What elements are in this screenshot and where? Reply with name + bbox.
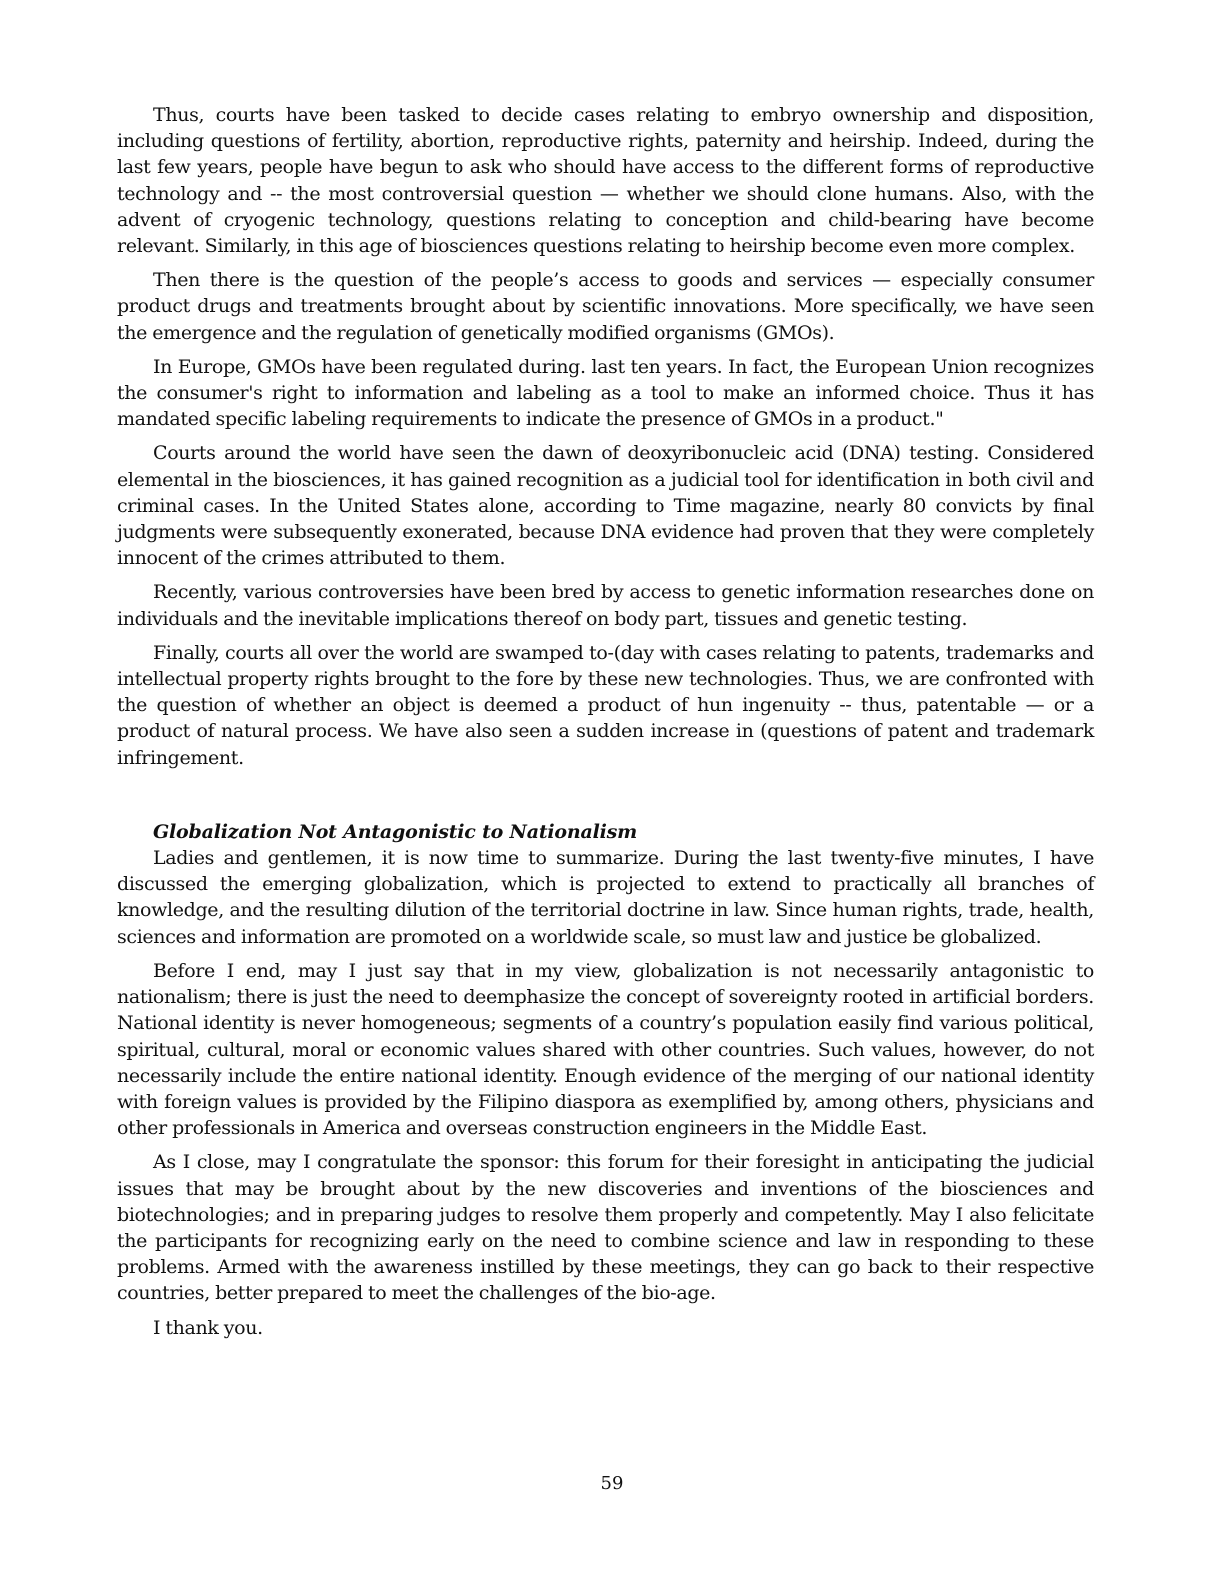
paragraph-access-to-goods: Then there is the question of the people’s access to goods and services — especially consumer product drugs and treatments brought about by scientific innovations. More specifically, we have seen the emergence and the regulation of genetically modified organisms (GMOs). — [117, 269, 1094, 344]
paragraph-nationalism: Before I end, may I just say that in my view, globalization is not necessarily antagonistic to nationalism; there is just the need to deemphasize the concept of sovereignty rooted in artificial borders. National identity is never homogeneous; segments of a country’s population easily find various political, spiritual, cultural, moral or economic values shared with other countries. Such values, however, do not necessarily include the entire national identity. Enough evidence of the merging of our national identity with foreign values is provided by the Filipino diaspora as exemplified by, among others, physicians and other professionals in America and overseas construction engineers in the Middle East. — [117, 959, 1094, 1140]
paragraph-dna-testing: Courts around the world have seen the dawn of deoxyribonucleic acid (DNA) testing. Considered elemental in the biosciences, it has gained recognition as a judicial tool for identification in both civil and criminal cases. In the United States alone, according to Time magazine, nearly 80 convicts by final judgments were subsequently exonerated, because DNA evidence had proven that they were completely innocent of the crimes attributed to them. — [117, 442, 1094, 570]
paragraph-patents-trademarks: Finally, courts all over the world are swamped to-(day with cases relating to patents, trademarks and intellectual property rights brought to the fore by these new technologies. Thus, we are confronted with the question of whether an object is deemed a product of hun ingenuity -- thus, patentable — or a product of natural process. We have also seen a sudden increase in (questions of patent and trademark infringement. — [117, 641, 1094, 769]
section-spacer — [117, 779, 1094, 819]
page-number: 59 — [600, 1473, 624, 1494]
paragraph-europe-gmos: In Europe, GMOs have been regulated during. last ten years. In fact, the European Union recognizes the consumer's right to information and labeling as a tool to make an informed choice. Thus it has mandated specific labeling requirements to indicate the presence of GMOs in a product." — [117, 355, 1094, 431]
paragraph-thanks: I thank you. — [153, 1316, 263, 1339]
paragraph-summary: Ladies and gentlemen, it is now time to summarize. During the last twenty-five minutes, I have discussed the emerging globalization, which is projected to extend to practically all branches of knowledge, and the resulting dilution of the territorial doctrine in law. Since human rights, trade, health, sciences and information are promoted on a worldwide scale, so must law and justice be globalized. — [117, 847, 1094, 948]
section-heading: Globalization Not Antagonistic to Nationalism — [153, 820, 638, 843]
paragraph-closing: As I close, may I congratulate the sponsor: this forum for their foresight in anticipating the judicial issues that may be brought about by the new discoveries and inventions of the biosciences and biotechnologies; and in preparing judges to resolve them properly and competently. May I also felicitate the participants for recognizing early on the need to combine science and law in responding to these problems. Armed with the awareness instilled by these meetings, they can go back to their respective countries, better prepared to meet the challenges of the bio-age. — [117, 1151, 1094, 1305]
paragraph-embryo-ownership: Thus, courts have been tasked to decide cases relating to embryo ownership and disposition, including questions of fertility, abortion, reproductive rights, paternity and heirship. Indeed, during the last few years, people have begun to ask who should have access to the different forms of reproductive technology and -- the most controversial question — whether we should clone humans. Also, with the advent of cryogenic technology, questions relating to conception and child-bearing have become relevant. Similarly, in this age of biosciences questions relating to heirship become even more complex. — [117, 104, 1094, 258]
paragraph-genetic-information: Recently, various controversies have been bred by access to genetic information researches done on individuals and the inevitable implications thereof on body part, tissues and genetic testing. — [117, 581, 1094, 630]
document-page — [117, 102, 1094, 1349]
